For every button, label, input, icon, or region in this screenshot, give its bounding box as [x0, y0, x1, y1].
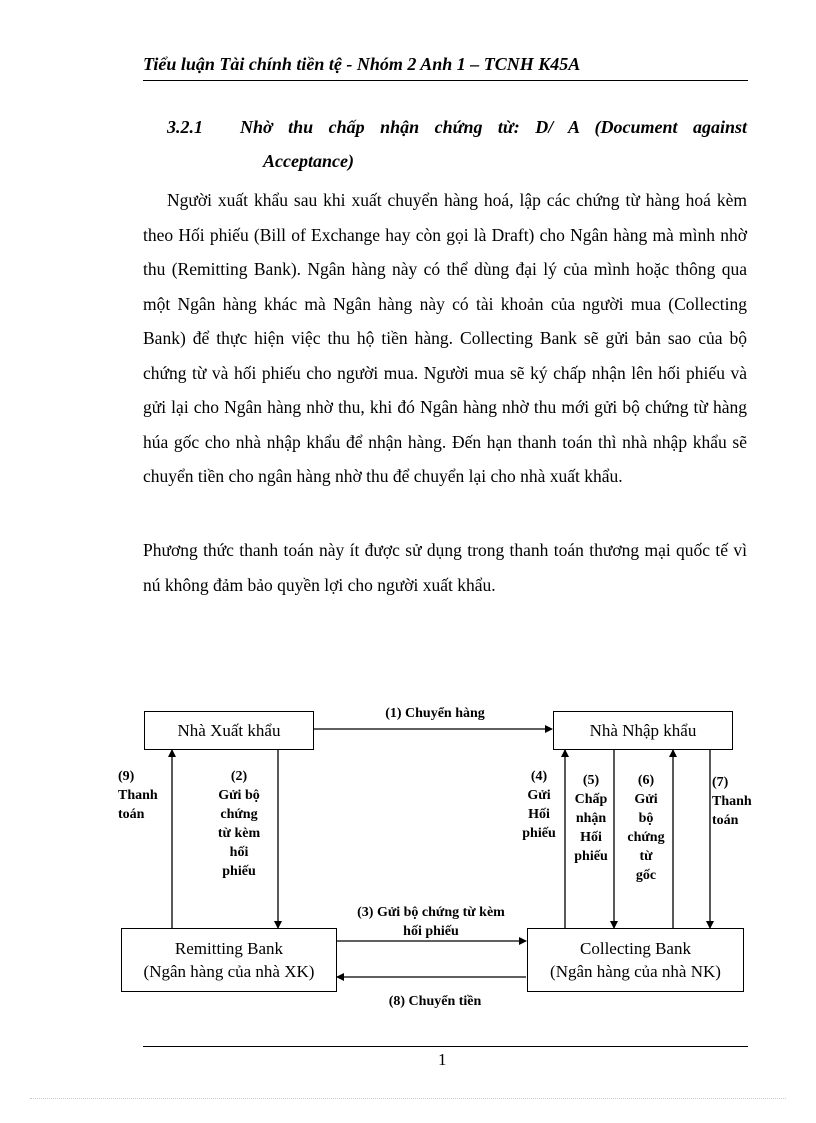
step6-line: bộ: [638, 811, 654, 826]
step4-line: phiếu: [522, 826, 556, 841]
step6-line: chứng: [627, 830, 665, 845]
step9-label: [118, 767, 168, 824]
step2-line: (2): [230, 769, 248, 784]
step5-line: Hối: [580, 830, 602, 845]
step3-line: hối phiếu: [403, 924, 459, 939]
exporter-box: [144, 711, 314, 750]
remitting-bank-name: Remitting Bank: [174, 939, 284, 958]
step2-line: phiếu: [222, 864, 256, 879]
step9-line: (9): [118, 769, 135, 784]
step5-line: (5): [582, 773, 600, 788]
step2-line: hối: [229, 845, 249, 860]
footer-divider: [143, 1046, 748, 1047]
step5-line: nhận: [575, 811, 607, 826]
step2-line: chứng: [220, 807, 258, 822]
step6-line: từ: [639, 849, 653, 864]
step7-line: Thanh: [712, 794, 752, 809]
step6-line: gốc: [635, 868, 657, 883]
step9-line: toán: [118, 807, 145, 822]
section-title-line1: Nhờ thu chấp nhận chứng từ: D/ A (Document against: [240, 117, 747, 137]
page-bottom-dotted-line: [30, 1098, 786, 1099]
step1-label: (1) Chuyển hàng: [385, 706, 485, 721]
step2-label: [205, 767, 273, 881]
step5-line: phiếu: [574, 849, 608, 864]
collecting-bank-desc: (Ngân hàng của nhà NK): [550, 962, 721, 981]
step4-line: (4): [530, 769, 548, 784]
remitting-bank-box: [121, 928, 337, 992]
collecting-bank-name: Collecting Bank: [580, 939, 691, 958]
section-number: 3.2.1: [167, 117, 203, 137]
exporter-label: Nhà Xuất khẩu: [177, 721, 281, 740]
header-title: Tiểu luận Tài chính tiền tệ - Nhóm 2 Anh 1 – TCNH K45A: [143, 54, 581, 74]
step6-line: (6): [637, 773, 655, 788]
step6-line: Gửi: [634, 792, 658, 807]
step7-line: (7): [712, 775, 729, 790]
step4-label: [516, 767, 562, 843]
section-title-line2: Acceptance): [263, 151, 354, 171]
paragraph-1: Người xuất khẩu sau khi xuất chuyển hàng hoá, lập các chứng từ hàng hoá kèm theo Hối phiếu (Bill of Exchange hay còn gọi là Draft) cho Ngân hàng mà mình nhờ thu (Remitting Bank). Ngân hàng này có thể dùng đại lý của mình hoặc thông qua một Ngân hàng khác mà Ngân hàng này có tài khoản của người mua (Collecting Bank) để thực hiện việc thu hộ tiền hàng. Collecting Bank sẽ gửi bản sao của bộ chứng từ và hối phiếu cho người mua. Người mua sẽ ký chấp nhận lên hối phiếu và gửi lại cho Ngân hàng nhờ thu, khi đó Ngân hàng nhờ thu mới gửi bộ chứng từ hàng húa gốc cho nhà nhập khẩu để nhận hàng. Đến hạn thanh toán thì nhà nhập khẩu sẽ chuyển tiền cho ngân hàng nhờ thu để chuyển lại cho nhà xuất khẩu.: [143, 190, 747, 486]
step4-line: Hối: [528, 807, 550, 822]
step3-label: [336, 903, 526, 941]
step2-line: Gửi bộ: [218, 788, 260, 803]
step5-line: Chấp: [574, 792, 608, 807]
step2-line: từ kèm: [217, 826, 261, 841]
step9-line: Thanh: [118, 788, 158, 803]
importer-label: Nhà Nhập khẩu: [589, 721, 697, 740]
step7-line: toán: [712, 813, 739, 828]
step4-line: Gửi: [527, 788, 551, 803]
step8-label: (8) Chuyển tiền: [388, 994, 482, 1009]
page-number: 1: [438, 1050, 447, 1069]
collecting-bank-box: [527, 928, 744, 992]
step3-line: (3) Gửi bộ chứng từ kèm: [357, 905, 505, 920]
importer-box: [553, 711, 733, 750]
step6-label: [622, 771, 670, 885]
step7-label: [712, 773, 762, 830]
step5-label: [568, 771, 614, 866]
remitting-bank-desc: (Ngân hàng của nhà XK): [143, 962, 315, 981]
paragraph-2: Phương thức thanh toán này ít được sử dụng trong thanh toán thương mại quốc tế vì nú không đảm bảo quyền lợi cho người xuất khẩu.: [143, 540, 747, 595]
